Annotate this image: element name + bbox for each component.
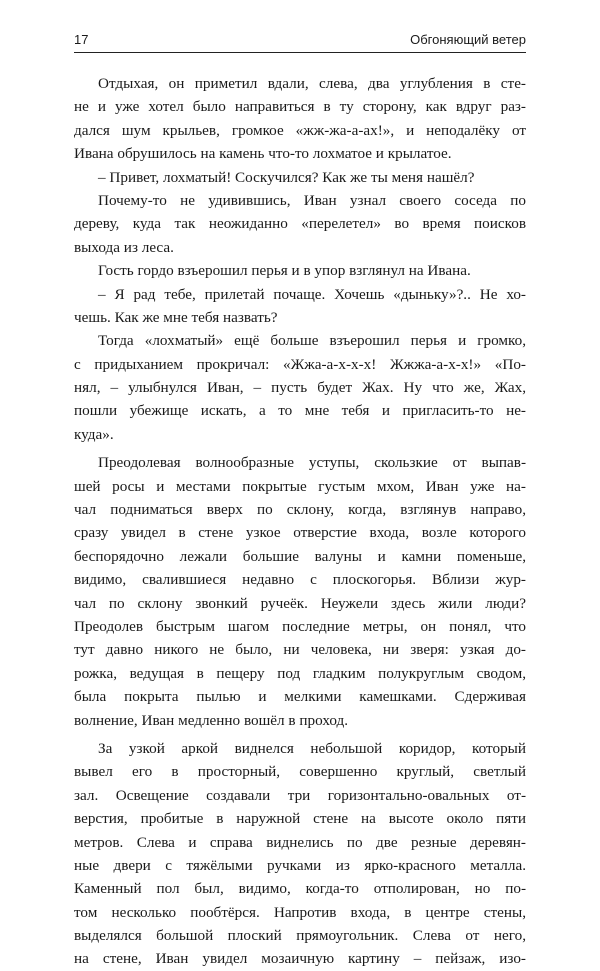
text-line: чал по склону звонкий ручеёк. Неужели здесь жили люди? bbox=[74, 594, 526, 612]
text-line: метров. Слева и справа виднелись по две резные деревян- bbox=[74, 833, 526, 851]
text-line: не и уже хотел было направиться в ту сторону, как вдруг раз- bbox=[74, 98, 526, 116]
text-line: Почему-то не удивившись, Иван узнал своего соседа по bbox=[98, 191, 526, 209]
text-line: – Я рад тебе, прилетай почаще. Хочешь «дыньку»?.. Не хо- bbox=[98, 285, 526, 303]
text-line: вывел его в просторный, совершенно круглый, светлый bbox=[74, 763, 526, 781]
body-text bbox=[74, 72, 526, 971]
text-line: дереву, куда так неожиданно «перелетел» во время поисков bbox=[74, 215, 526, 233]
text-line: волнение, Иван медленно вошёл в проход. bbox=[74, 711, 349, 729]
text-line: зал. Освещение создавали три горизонтально-овальных от- bbox=[74, 786, 526, 804]
text-line: на стене, Иван увидел мозаичную картину – пейзаж, изо- bbox=[74, 950, 526, 968]
text-line: тут давно никого не было, ни человека, ни зверя: узкая до- bbox=[74, 641, 526, 659]
text-line: с придыханием прокричал: «Жжа-а-х-х-х! Жжжа-а-х-х!» «По- bbox=[74, 355, 526, 373]
text-line: куда». bbox=[74, 425, 114, 443]
running-title: Обгоняющий ветер bbox=[410, 32, 526, 47]
text-line: дался шум крыльев, громкое «жж-жа-а-ах!», и неподалёку от bbox=[74, 121, 526, 139]
text-line: видимо, свалившиеся недавно с плоскогорья. Вблизи жур- bbox=[74, 571, 526, 589]
text-line: выделялся большой плоский прямоугольник. Слева от него, bbox=[74, 927, 526, 945]
text-line: шей росы и местами покрытые густым мхом, Иван уже на- bbox=[74, 477, 526, 495]
text-line: пошли убежище искать, а то мне тебя и пригласить-то не- bbox=[74, 402, 526, 420]
text-line: чешь. Как же мне тебя назвать? bbox=[74, 308, 278, 326]
page-number: 17 bbox=[74, 32, 89, 47]
page-header bbox=[74, 30, 526, 53]
text-line: чал подниматься вверх по склону, когда, взглянув направо, bbox=[74, 501, 526, 519]
text-line: выхода из леса. bbox=[74, 238, 174, 256]
text-line: Гость гордо взъерошил перья и в упор взглянул на Ивана. bbox=[98, 262, 471, 280]
text-line: Тогда «лохматый» ещё больше взъерошил перья и громко, bbox=[98, 332, 526, 350]
text-line: верстия, пробитые в наружной стене на высоте около пяти bbox=[74, 810, 526, 828]
text-line: Каменный пол был, видимо, когда-то отполирован, но по- bbox=[74, 880, 526, 898]
text-line: рожка, ведущая в пещеру под гладким полукруглым сводом, bbox=[74, 664, 526, 682]
text-line: Отдыхая, он приметил вдали, слева, два углубления в сте- bbox=[98, 75, 526, 92]
text-line: Преодолевая волнообразные уступы, скользкие от выпав- bbox=[98, 454, 526, 472]
text-line: том несколько пообтёрся. Напротив входа, в центре стены, bbox=[74, 903, 526, 921]
text-line: – Привет, лохматый! Соскучился? Как же ты меня нашёл? bbox=[98, 168, 475, 186]
text-line: была покрыта пылью и мелкими камешками. Сдерживая bbox=[74, 688, 526, 706]
text-line: ные двери с тяжёлыми ручками из ярко-красного металла. bbox=[74, 856, 526, 874]
text-line: сразу увидел в стене узкое отверстие входа, возле которого bbox=[74, 524, 526, 542]
text-line: беспорядочно лежали большие валуны и камни поменьше, bbox=[74, 547, 526, 565]
text-line: нял, – улыбнулся Иван, – пусть будет Жах. Ну что же, Жах, bbox=[74, 379, 526, 397]
text-line: За узкой аркой виднелся небольшой коридор, который bbox=[98, 739, 526, 757]
text-line: Преодолев быстрым шагом последние метры, он понял, что bbox=[74, 617, 526, 635]
text-line: Ивана обрушилось на камень что-то лохматое и крылатое. bbox=[74, 145, 452, 163]
